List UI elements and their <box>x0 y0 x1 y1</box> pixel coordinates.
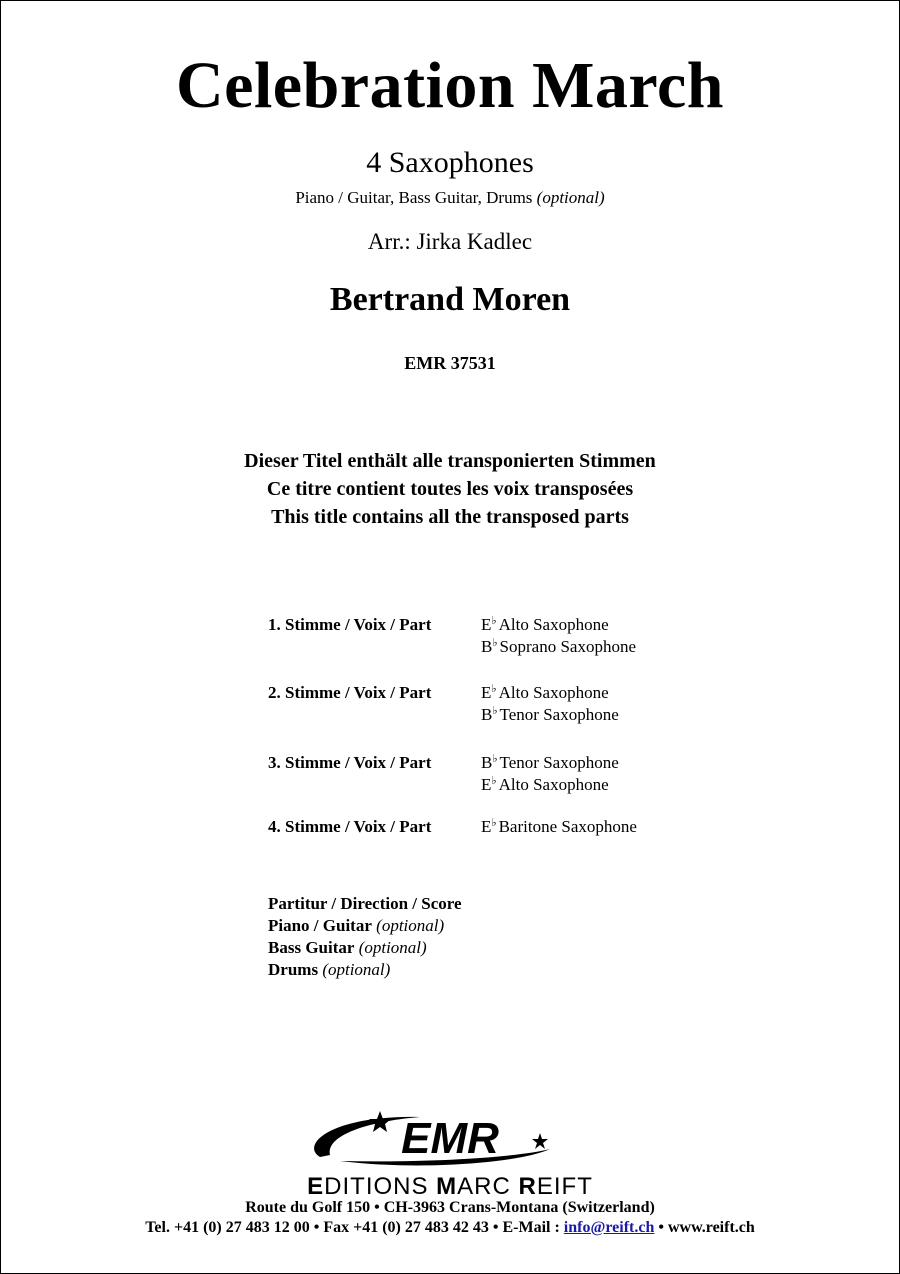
instrument-name: Tenor Saxophone <box>499 705 619 724</box>
extra-optional: (optional) <box>322 960 391 979</box>
arranger: Arr.: Jirka Kadlec <box>367 229 533 254</box>
flat-icon: ♭ <box>491 775 497 787</box>
instrument-name: Alto Saxophone <box>498 615 609 634</box>
part-instrument <box>481 683 701 705</box>
instrument-key: B <box>481 705 493 724</box>
note-german: Dieser Titel enthält alle transponierten Stimmen <box>244 450 656 472</box>
part-instrument <box>481 775 701 797</box>
part-instruments <box>481 817 701 839</box>
instrument-name: Alto Saxophone <box>498 775 609 794</box>
extra-label: Piano / Guitar <box>268 916 372 935</box>
publisher-word: DITIONS <box>324 1173 437 1200</box>
part-instrument <box>481 615 701 637</box>
publisher-initial: M <box>436 1173 458 1200</box>
instrument-key: B <box>481 637 493 656</box>
accompaniment-text: Piano / Guitar, Bass Guitar, Drums <box>295 188 533 207</box>
extra-item <box>268 937 462 959</box>
part-instrument <box>481 705 701 727</box>
emr-logo <box>300 1105 570 1175</box>
extra-item <box>268 959 462 981</box>
instrument-key: E <box>481 775 492 794</box>
publisher-initial: R <box>518 1173 537 1200</box>
composer: Bertrand Moren <box>329 281 571 318</box>
part-instruments <box>481 615 701 659</box>
page-title: Celebration March <box>175 49 724 122</box>
accompaniment-line <box>0 188 900 208</box>
flat-icon: ♭ <box>491 615 497 627</box>
part-label: 3. Stimme / Voix / Part <box>268 753 432 772</box>
instrumentation: 4 Saxophones <box>366 146 534 179</box>
note-french: Ce titre contient toutes les voix transposées <box>266 478 634 500</box>
accompaniment-optional: (optional) <box>536 188 605 207</box>
part-label: 2. Stimme / Voix / Part <box>268 683 432 702</box>
flat-icon: ♭ <box>492 753 498 765</box>
publisher-initial: E <box>307 1173 325 1200</box>
publisher-address: Route du Golf 150 • CH-3963 Crans-Montana (Switzerland) <box>245 1199 655 1216</box>
catalog-number: EMR 37531 <box>404 353 496 373</box>
part-label: 4. Stimme / Voix / Part <box>268 817 432 836</box>
part-instrument <box>481 637 701 659</box>
part-instrument <box>481 753 701 775</box>
flat-icon: ♭ <box>492 705 498 717</box>
extra-optional: (optional) <box>376 916 445 935</box>
flat-icon: ♭ <box>492 637 498 649</box>
flat-icon: ♭ <box>491 817 497 829</box>
extra-label: Bass Guitar <box>268 938 355 957</box>
instrument-key: E <box>481 615 492 634</box>
instrument-name: Baritone Saxophone <box>498 817 637 836</box>
email-link[interactable]: info@reift.ch <box>563 1219 655 1236</box>
note-english: This title contains all the transposed parts <box>271 506 629 528</box>
part-instruments <box>481 683 701 727</box>
publisher-word: EIFT <box>536 1173 593 1200</box>
extra-item <box>268 915 462 937</box>
part-instruments <box>481 753 701 797</box>
extra-optional: (optional) <box>358 938 427 957</box>
instrument-name: Soprano Saxophone <box>499 637 637 656</box>
contact-phone-fax: Tel. +41 (0) 27 483 12 00 • Fax +41 (0) 27 483 42 43 • E-Mail : <box>145 1219 564 1236</box>
extras-list <box>268 893 462 981</box>
instrument-key: B <box>481 753 493 772</box>
part-label: 1. Stimme / Voix / Part <box>268 615 432 634</box>
publisher-name <box>0 1173 900 1201</box>
extra-label: Drums <box>268 960 319 979</box>
instrument-name: Alto Saxophone <box>498 683 609 702</box>
logo-text: EMR <box>401 1114 499 1163</box>
instrument-key: E <box>481 817 492 836</box>
flat-icon: ♭ <box>491 683 497 695</box>
contact-website: • www.reift.ch <box>654 1219 755 1236</box>
extra-label: Partitur / Direction / Score <box>268 894 462 913</box>
instrument-key: E <box>481 683 492 702</box>
instrument-name: Tenor Saxophone <box>499 753 619 772</box>
part-instrument <box>481 817 701 839</box>
publisher-word: ARC <box>457 1173 519 1200</box>
extra-item <box>268 893 462 915</box>
publisher-contact <box>0 1219 900 1237</box>
